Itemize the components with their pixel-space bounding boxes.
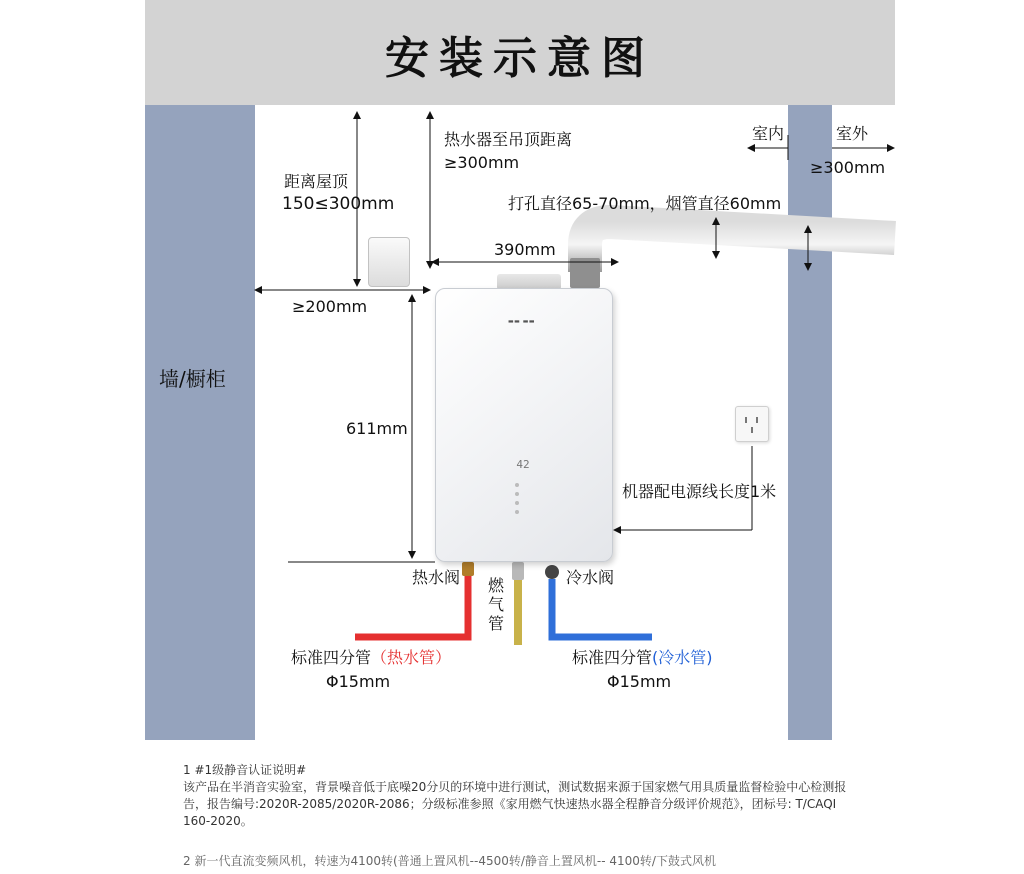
- footnotes: [183, 762, 863, 830]
- cold-pipe-name: (冷水管): [652, 648, 713, 667]
- side-distance-label: ≥200mm: [292, 297, 368, 316]
- hot-pipe-prefix: 标准四分管: [291, 648, 372, 667]
- page-title: 安装示意图: [385, 33, 655, 84]
- heater-display: 42: [516, 458, 530, 471]
- heater-ceiling-label: 热水器至吊顶距离: [444, 130, 573, 149]
- power-socket-icon: [735, 406, 769, 442]
- indoor-label: 室内: [752, 124, 785, 143]
- gas-valve-body: [512, 562, 524, 580]
- ceiling-distance-value: 150≤300mm: [282, 194, 395, 214]
- hole-diameter-label: 打孔直径65-70mm，烟管直径60mm: [508, 194, 782, 213]
- heater-ceiling-value: ≥300mm: [444, 153, 520, 172]
- cold-pipe-diameter: Φ15mm: [607, 672, 672, 691]
- ceiling-distance-label: 距离屋顶: [284, 172, 349, 191]
- flue-pipe: [585, 222, 895, 272]
- flue-length-label: 390mm: [494, 240, 556, 259]
- hot-valve-label: 热水阀: [412, 568, 461, 587]
- cold-pipe-prefix: 标准四分管: [572, 648, 653, 667]
- height-label: 611mm: [346, 419, 408, 438]
- hot-pipe-diameter: Φ15mm: [326, 672, 391, 691]
- hot-pipe-name: （热水管）: [371, 648, 452, 667]
- cold-pipe-label: [572, 648, 713, 668]
- cold-valve-body: [545, 565, 559, 579]
- note2-text: 2 新一代直流变频风机，转速为4100转(普通上置风机--4500转/静音上置风机-- 4100转/下鼓式风机: [183, 854, 716, 868]
- note1-title: 1 #1级静音认证说明#: [183, 763, 307, 777]
- note1-text: 该产品在半消音实验室，背景噪音低于底噪20分贝的环境中进行测试，测试数据来源于国家燃气用具质量监督检验中心检测报告，报告编号:2020R-2085/2020R-2086；分级标准参照《家用燃气快速热水器全程静音分级评价规范》，团标号: T/CAQI 160-2020。: [183, 780, 847, 828]
- hot-pipe-label: [291, 648, 451, 668]
- wall-label: 墙/橱柜: [159, 367, 226, 391]
- heater-brand-mark: ▬▬ ▬▬: [508, 318, 536, 325]
- cold-valve-label: 冷水阀: [566, 568, 615, 587]
- outdoor-label: 室外: [836, 124, 869, 143]
- power-cord-label: 机器配电源线长度1米: [622, 482, 777, 501]
- socket-holes: [736, 407, 768, 441]
- gas-alarm-device: [368, 237, 410, 287]
- gas-pipe-label: 燃气管: [488, 576, 505, 633]
- hot-valve-body: [462, 562, 474, 576]
- outdoor-distance: ≥300mm: [810, 158, 886, 177]
- heater-keypad: [512, 478, 538, 524]
